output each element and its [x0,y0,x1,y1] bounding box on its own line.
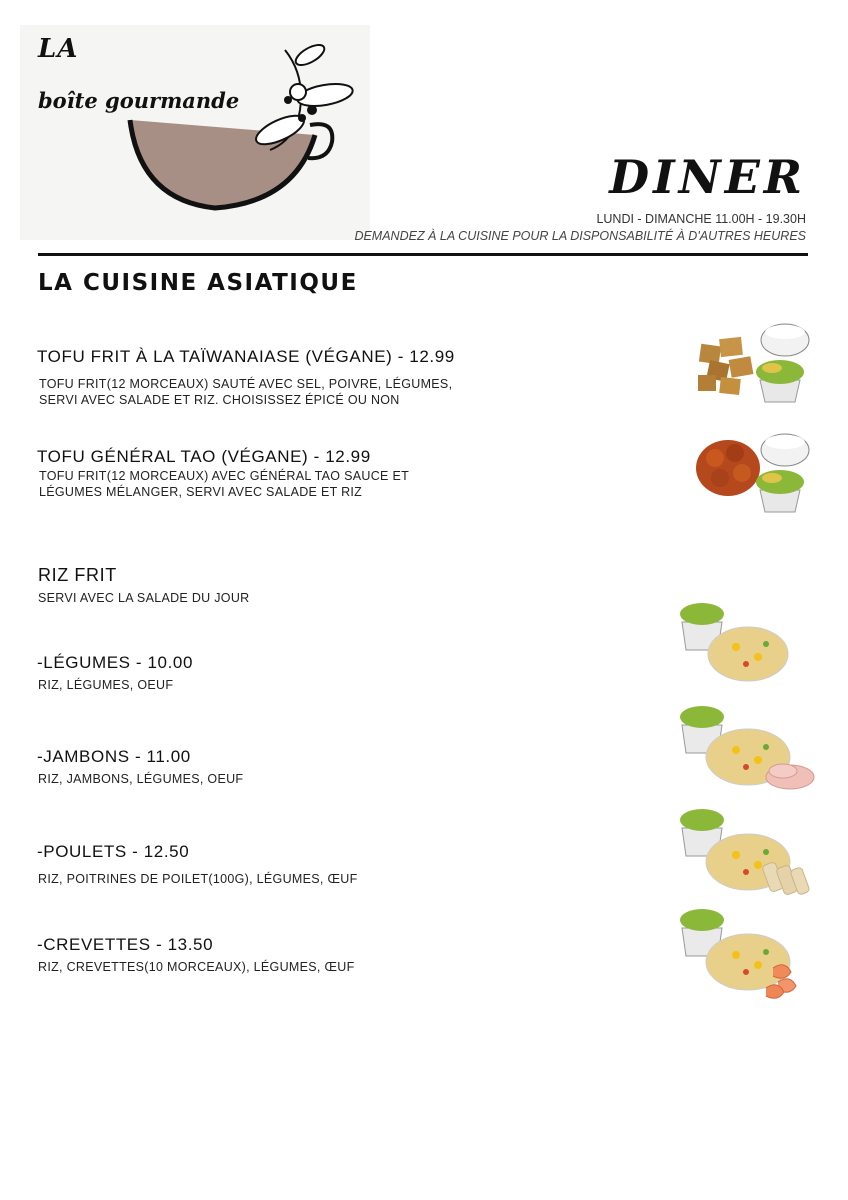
fried-rice-legumes-icon [678,602,793,684]
riz-option-legumes [37,653,193,693]
riz-frit-desc: SERVI AVEC LA SALADE DU JOUR [38,591,250,605]
menu-item-name: TOFU GÉNÉRAL TAO (VÉGANE) - 12.99 [37,447,371,466]
riz-frit-title: RIZ FRIT [38,565,117,585]
fried-rice-jambons-icon [678,705,818,795]
riz-option-desc: RIZ, JAMBONS, LÉGUMES, OEUF [38,772,244,786]
menu-item-desc-line: SERVI AVEC SALADE ET RIZ. CHOISISSEZ ÉPICÉ OU NON [39,393,400,407]
riz-option-crevettes [37,935,355,975]
riz-option-poulets [37,842,358,887]
logo-text-name: boîte gourmande [38,88,240,113]
riz-frit-group [38,565,249,606]
riz-option-desc: RIZ, POITRINES DE POILET(100G), LÉGUMES, ŒUF [38,872,358,886]
riz-option-jambons [37,747,243,787]
fried-rice-crevettes-icon [678,908,813,1003]
menu-item-name: TOFU FRIT À LA TAÏWANAIASE (VÉGANE) - 12.99 [37,347,455,366]
fried-tofu-dish-icon [690,320,815,405]
menu-item-desc-line: TOFU FRIT(12 MORCEAUX) AVEC GÉNÉRAL TAO SAUCE ET [39,469,410,483]
page-title: DINER [609,150,806,204]
riz-option-name: -JAMBONS - 11.00 [37,747,191,766]
riz-option-name: -LÉGUMES - 10.00 [37,653,194,672]
menu-item-tofu-general-tao [37,447,409,500]
general-tao-tofu-dish-icon [690,428,815,513]
logo-text-la: LA [38,34,79,64]
section-title: LA CUISINE ASIATIQUE [38,270,358,296]
opening-hours: LUNDI - DIMANCHE 11.00H - 19.30H [596,212,806,226]
riz-option-name: -POULETS - 12.50 [37,842,190,861]
riz-option-desc: RIZ, CREVETTES(10 MORCEAUX), LÉGUMES, ŒUF [38,960,355,974]
availability-note: DEMANDEZ À LA CUISINE POUR LA DISPONSABILITÉ À D'AUTRES HEURES [354,229,806,243]
menu-item-desc-line: TOFU FRIT(12 MORCEAUX) SAUTÉ AVEC SEL, POIVRE, LÉGUMES, [39,377,453,391]
coffee-cup-logo-icon [120,30,370,220]
menu-item-desc-line: LÉGUMES MÉLANGER, SERVI AVEC SALADE ET RIZ [39,485,363,499]
riz-option-name: -CREVETTES - 13.50 [37,935,214,954]
riz-option-desc: RIZ, LÉGUMES, OEUF [38,678,174,692]
fried-rice-poulets-icon [678,808,813,900]
menu-item-tofu-taiwanaise [37,347,455,408]
header-divider [38,253,808,256]
